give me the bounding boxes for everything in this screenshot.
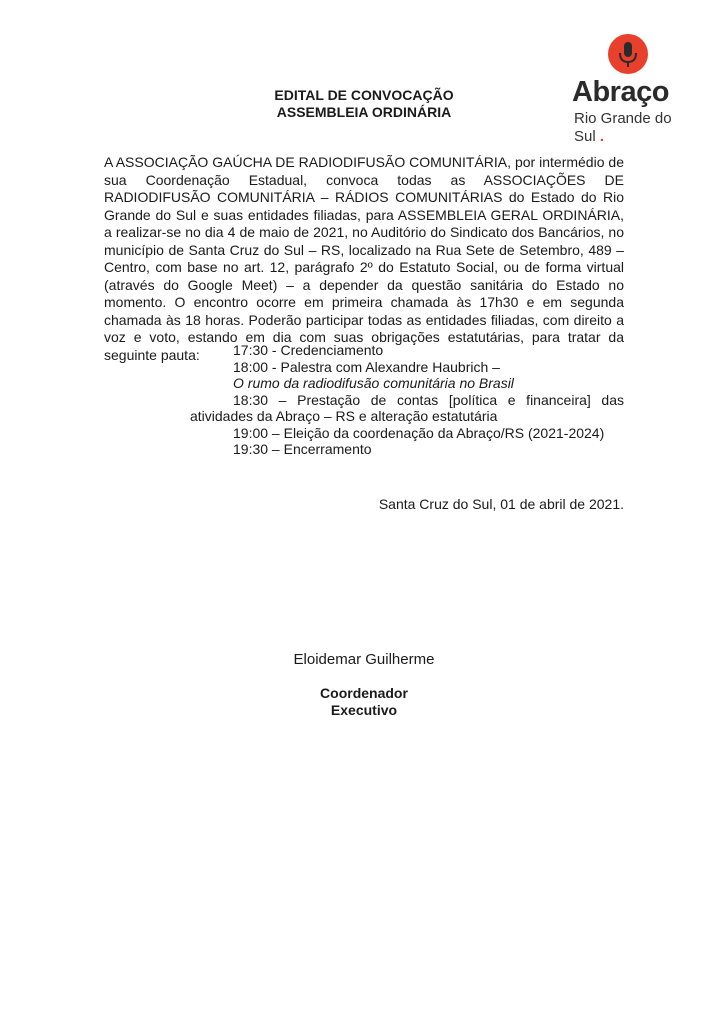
signer-role-line-1: Coordenador bbox=[320, 685, 408, 701]
convocation-paragraph: A ASSOCIAÇÃO GAÚCHA DE RADIODIFUSÃO COMUNITÁRIA, por intermédio de sua Coordenação Estadual, convoca todas as ASSOCIAÇÕES DE RADIODIFUSÃO COMUNITÁRIA – RÁDIOS COMUNITÁRIAS do Estado do Rio Grande do Sul e suas entidades filiadas, para ASSEMBLEIA GERAL ORDINÁRIA, a realizar-se no dia 4 de maio de 2021, no Auditório do Sindicato dos Bancários, no município de Santa Cruz do Sul – RS, localizado na Rua Sete de Setembro, 489 – Centro, com base no art. 12, parágrafo 2º do Estatuto Social, ou de forma virtual (através do Google Meet) – a depender da questão sanitária do Estado no momento. O encontro ocorre em primeira chamada às 17h30 e em segunda chamada às 18 horas. Poderão participar todas as entidades filiadas, com direito a voz e voto, estando em dia com suas obrigações estatutárias, para tratar da seguinte pauta: bbox=[104, 154, 624, 363]
logo-circle bbox=[608, 34, 648, 74]
agenda-item-encerramento: 19:30 – Encerramento bbox=[233, 441, 372, 457]
agenda-item-credenciamento: 17:30 - Credenciamento bbox=[233, 342, 384, 358]
document-date: Santa Cruz do Sul, 01 de abril de 2021. bbox=[378, 496, 624, 512]
agenda-item-palestra-subtitle: O rumo da radiodifusão comunitária no Brasil bbox=[233, 375, 514, 391]
agenda-item-eleicao: 19:00 – Eleição da coordenação da Abraço/RS (2021-2024) bbox=[233, 424, 605, 441]
title-line-1: EDITAL DE CONVOCAÇÃO bbox=[274, 87, 454, 103]
microphone-icon bbox=[608, 34, 648, 74]
signer-role bbox=[180, 685, 548, 719]
agenda-item-palestra: 18:00 - Palestra com Alexandre Haubrich – bbox=[233, 358, 500, 375]
signer-name: Eloidemar Guilherme bbox=[293, 651, 435, 668]
title-line-2: ASSEMBLEIA ORDINÁRIA bbox=[276, 104, 452, 120]
organization-logo bbox=[568, 32, 692, 145]
signer-role-line-2: Executivo bbox=[330, 702, 398, 718]
agenda-item-prestacao-contas: 18:30 – Prestação de contas [política e financeira] das atividades da Abraço – RS e alteração estatutária bbox=[190, 391, 624, 424]
logo-subtitle-text: Rio Grande do Sul bbox=[574, 110, 672, 145]
logo-name: Abraço bbox=[572, 76, 669, 108]
document-title bbox=[180, 87, 548, 121]
logo-dot: . bbox=[599, 128, 605, 145]
logo-subtitle bbox=[574, 110, 692, 146]
agenda-list bbox=[190, 342, 624, 458]
